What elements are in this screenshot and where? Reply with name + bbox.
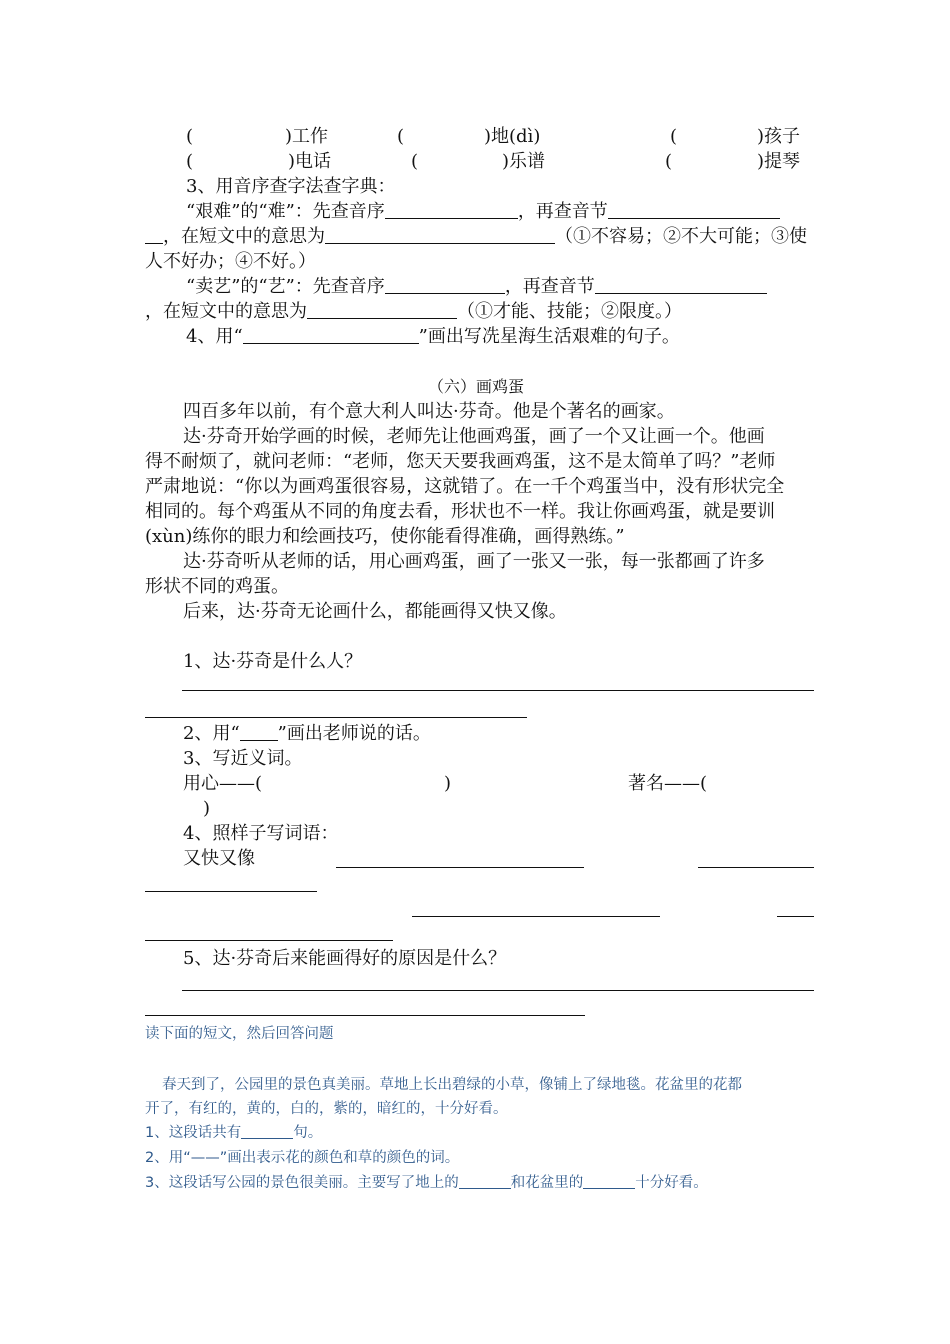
reading-question-3-prefix: 3、这段话写公园的景色很美丽。主要写了地上的 <box>145 1175 459 1191</box>
word-blank-label: )电话 <box>288 151 332 172</box>
reading-question-3-middle: 和花盆里的 <box>510 1175 584 1191</box>
answer-line[interactable] <box>777 916 814 917</box>
word-blank-label: )地(dì) <box>484 126 541 147</box>
question-3: 3、写近义词。 <box>183 748 303 769</box>
lookup-yi-meaning-line <box>145 300 682 324</box>
answer-blank[interactable] <box>307 300 457 319</box>
reading-question-2: 2、用“——”画出表示花的颜色和草的颜色的词。 <box>145 1150 460 1166</box>
answer-line[interactable] <box>145 891 317 892</box>
paragraph-line: 形状不同的鸡蛋。 <box>145 576 289 597</box>
lookup-yi-prefix: “卖艺”的“艺”：先查音序 <box>186 276 385 297</box>
reading-question-1 <box>145 1121 322 1145</box>
lookup-nan-meaning-label: ，在短文中的意思为 <box>163 226 325 247</box>
question-4 <box>186 325 680 349</box>
question-4-words: 4、照样子写词语： <box>183 823 339 844</box>
paragraph-line: 得不耐烦了，就问老师：“老师，您天天要我画鸡蛋，这不是太简单了吗？”老师 <box>145 451 776 472</box>
section-title: （六）画鸡蛋 <box>428 377 525 396</box>
paragraph-line: 后来，达·芬奇无论画什么，都能画得又快又像。 <box>183 601 567 622</box>
question-4-suffix: ”画出写冼星海生活艰难的句子。 <box>418 326 680 347</box>
paragraph-line: 达·芬奇开始学画的时候，老师先让他画鸡蛋，画了一个又让画一个。他画 <box>183 426 765 447</box>
lookup-yi-line <box>186 275 767 299</box>
lookup-nan-options: （①不容易；②不大可能；③使 <box>555 226 807 247</box>
paragraph-line: 达·芬奇听从老师的话，用心画鸡蛋，画了一张又一张，每一张都画了许多 <box>183 551 765 572</box>
question-5: 5、达·芬奇后来能画得好的原因是什么？ <box>183 948 507 969</box>
answer-blank[interactable] <box>325 225 555 244</box>
paragraph-line: 四百多年以前，有个意大利人叫达·芬奇。他是个著名的画家。 <box>183 401 675 422</box>
answer-blank[interactable] <box>385 275 505 294</box>
answer-line[interactable] <box>698 867 814 868</box>
question-2 <box>183 722 431 746</box>
answer-line[interactable] <box>412 916 660 917</box>
answer-line[interactable] <box>145 1015 585 1016</box>
answer-blank[interactable] <box>595 275 767 294</box>
underline-sample <box>243 325 419 344</box>
question-1: 1、达·芬奇是什么人？ <box>183 651 363 672</box>
word-blank-label: )孩子 <box>757 126 801 147</box>
synonym-2-open: 著名——( <box>628 773 708 794</box>
answer-blank[interactable] <box>583 1174 635 1189</box>
reading-question-3 <box>145 1171 708 1195</box>
answer-line[interactable] <box>182 990 814 991</box>
reading-question-1-prefix: 1、这段话共有 <box>145 1125 242 1141</box>
reading-paragraph-line: 开了，有红的，黄的，白的，紫的，暗红的，十分好看。 <box>145 1101 508 1117</box>
answer-line[interactable] <box>182 690 814 691</box>
lookup-nan-line <box>186 200 780 224</box>
reading-question-3-suffix: 十分好看。 <box>635 1175 708 1191</box>
question-2-prefix: 2、用“ <box>183 723 240 744</box>
paren-open: ( <box>670 126 678 147</box>
lookup-yi-options: （①才能、技能；②限度。） <box>457 301 682 322</box>
question-2-suffix: ”画出老师说的话。 <box>277 723 431 744</box>
answer-line[interactable] <box>145 940 393 941</box>
word-blank-label: )乐谱 <box>502 151 546 172</box>
lookup-nan-syllable: ，再查音节 <box>517 201 608 222</box>
lookup-nan-prefix: “艰难”的“难”：先查音序 <box>186 201 385 222</box>
answer-blank[interactable] <box>241 1124 293 1139</box>
paren-open: ( <box>411 151 419 172</box>
answer-blank[interactable] <box>145 225 163 244</box>
answer-line[interactable] <box>145 717 527 718</box>
example-word: 又快又像 <box>183 848 255 869</box>
word-blank-label: )工作 <box>285 126 329 147</box>
paren-open: ( <box>186 151 194 172</box>
synonym-1-open: 用心——( <box>183 773 263 794</box>
paren-open: ( <box>665 151 673 172</box>
reading-question-1-suffix: 句。 <box>293 1125 323 1141</box>
reading-paragraph-line: 春天到了，公园里的景色真美丽。草地上长出碧绿的小草，像铺上了绿地毯。花盆里的花都 <box>162 1077 742 1093</box>
paragraph-line: 相同的。每个鸡蛋从不同的角度去看，形状也不一样。我让你画鸡蛋，就是要训 <box>145 501 775 522</box>
paren-open: ( <box>397 126 405 147</box>
answer-blank[interactable] <box>459 1174 511 1189</box>
paren-open: ( <box>186 126 194 147</box>
question-4-prefix: 4、用“ <box>186 326 243 347</box>
underline-sample <box>240 722 278 741</box>
synonym-1-close: ) <box>444 773 452 794</box>
word-blank-label: )提琴 <box>757 151 801 172</box>
answer-blank[interactable] <box>608 200 780 219</box>
synonym-2-close: ) <box>203 798 211 819</box>
paragraph-line: 严肃地说：“你以为画鸡蛋很容易，这就错了。在一千个鸡蛋当中，没有形状完全 <box>145 476 785 497</box>
answer-blank[interactable] <box>385 200 518 219</box>
lookup-yi-meaning-label: ，在短文中的意思为 <box>145 301 307 322</box>
lookup-nan-options-cont: 人不好办；④不好。） <box>145 251 316 272</box>
reading-intro: 读下面的短文，然后回答问题 <box>145 1026 334 1042</box>
paragraph-line: (xùn)练你的眼力和绘画技巧，使你能看得准确，画得熟练。” <box>145 526 625 547</box>
lookup-nan-meaning-line <box>145 225 807 249</box>
answer-line[interactable] <box>336 867 584 868</box>
lookup-yi-syllable: ，再查音节 <box>504 276 595 297</box>
question-3-heading: 3、用音序查字法查字典： <box>186 176 396 197</box>
